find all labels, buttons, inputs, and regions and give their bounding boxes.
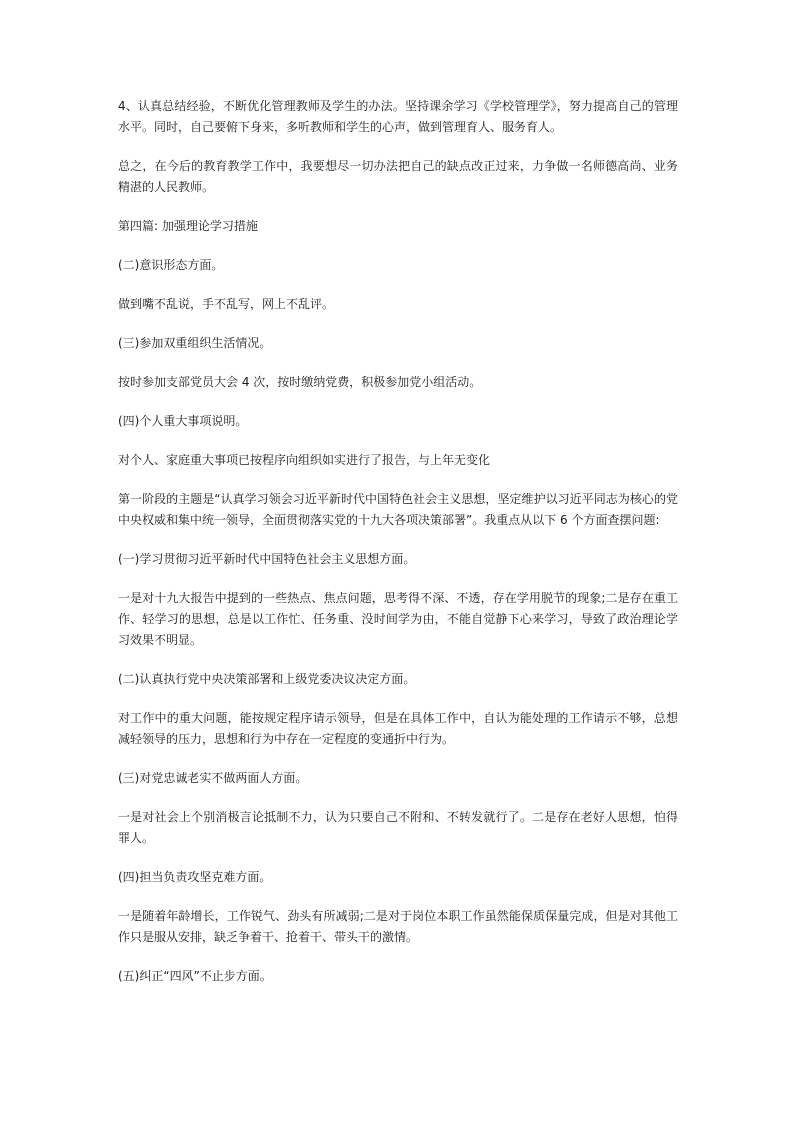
paragraph: 一是对社会上个别消极言论抵制不力，认为只要自己不附和、不转发就行了。二是存在老好人思想，怕得罪人。 xyxy=(118,810,678,845)
paragraph: 按时参加支部党员大会 4 次，按时缴纳党费，积极参加党小组活动。 xyxy=(118,375,482,389)
paragraph: 一是对十九大报告中提到的一些热点、焦点问题，思考得不深、不透，存在学用脱节的现象;二是存在重工作、轻学习的思想，总是以工作忙、任务重、没时间学为由，不能自觉静下心来学习，导致了政治理论学习效果不明显。 xyxy=(118,591,678,647)
paragraph: 对工作中的重大问题，能按规定程序请示领导，但是在具体工作中，自认为能处理的工作请示不够，总想减轻领导的压力，思想和行为中存在一定程度的变通折中行为。 xyxy=(118,711,678,746)
paragraph: (四)个人重大事项说明。 xyxy=(118,414,248,428)
paragraph: 总之，在今后的教育教学工作中，我要想尽一切办法把自己的缺点改正过来，力争做一名师德高尚、业务精湛的人民教师。 xyxy=(118,159,678,194)
paragraph: (四)担当负责攻坚克难方面。 xyxy=(118,870,272,884)
paragraph: 第一阶段的主题是“认真学习领会习近平新时代中国特色社会主义思想，坚定维护以习近平同志为核心的党中央权威和集中统一领导，全面贯彻落实党的十九大各项决策部署”。我重点从以下 6 个方面查摆问题: xyxy=(118,492,678,527)
paragraph: 做到嘴不乱说，手不乱写，网上不乱评。 xyxy=(118,297,335,311)
paragraph: (一)学习贯彻习近平新时代中国特色社会主义思想方面。 xyxy=(118,552,416,566)
paragraph: (三)参加双重组织生活情况。 xyxy=(118,336,272,350)
section-heading: 第四篇: 加强理论学习措施 xyxy=(118,219,258,233)
paragraph: (二)意识形态方面。 xyxy=(118,258,224,272)
paragraph: 4、认真总结经验，不断优化管理教师及学生的办法。坚持课余学习《学校管理学》，努力提高自己的管理水平。同时，自己要俯下身来，多听教师和学生的心声，做到管理育人、服务育人。 xyxy=(118,99,678,134)
paragraph: (三)对党忠诚老实不做两面人方面。 xyxy=(118,771,308,785)
paragraph: (五)纠正“四风”不止步方面。 xyxy=(118,969,272,983)
paragraph: 一是随着年龄增长，工作锐气、劲头有所减弱;二是对于岗位本职工作虽然能保质保量完成，但是对其他工作只是服从安排，缺乏争着干、抢着干、带头干的激情。 xyxy=(118,909,678,944)
paragraph: 对个人、家庭重大事项已按程序向组织如实进行了报告，与上年无变化 xyxy=(118,453,491,467)
paragraph: (二)认真执行党中央决策部署和上级党委决议决定方面。 xyxy=(118,672,416,686)
document-body xyxy=(118,96,678,1005)
